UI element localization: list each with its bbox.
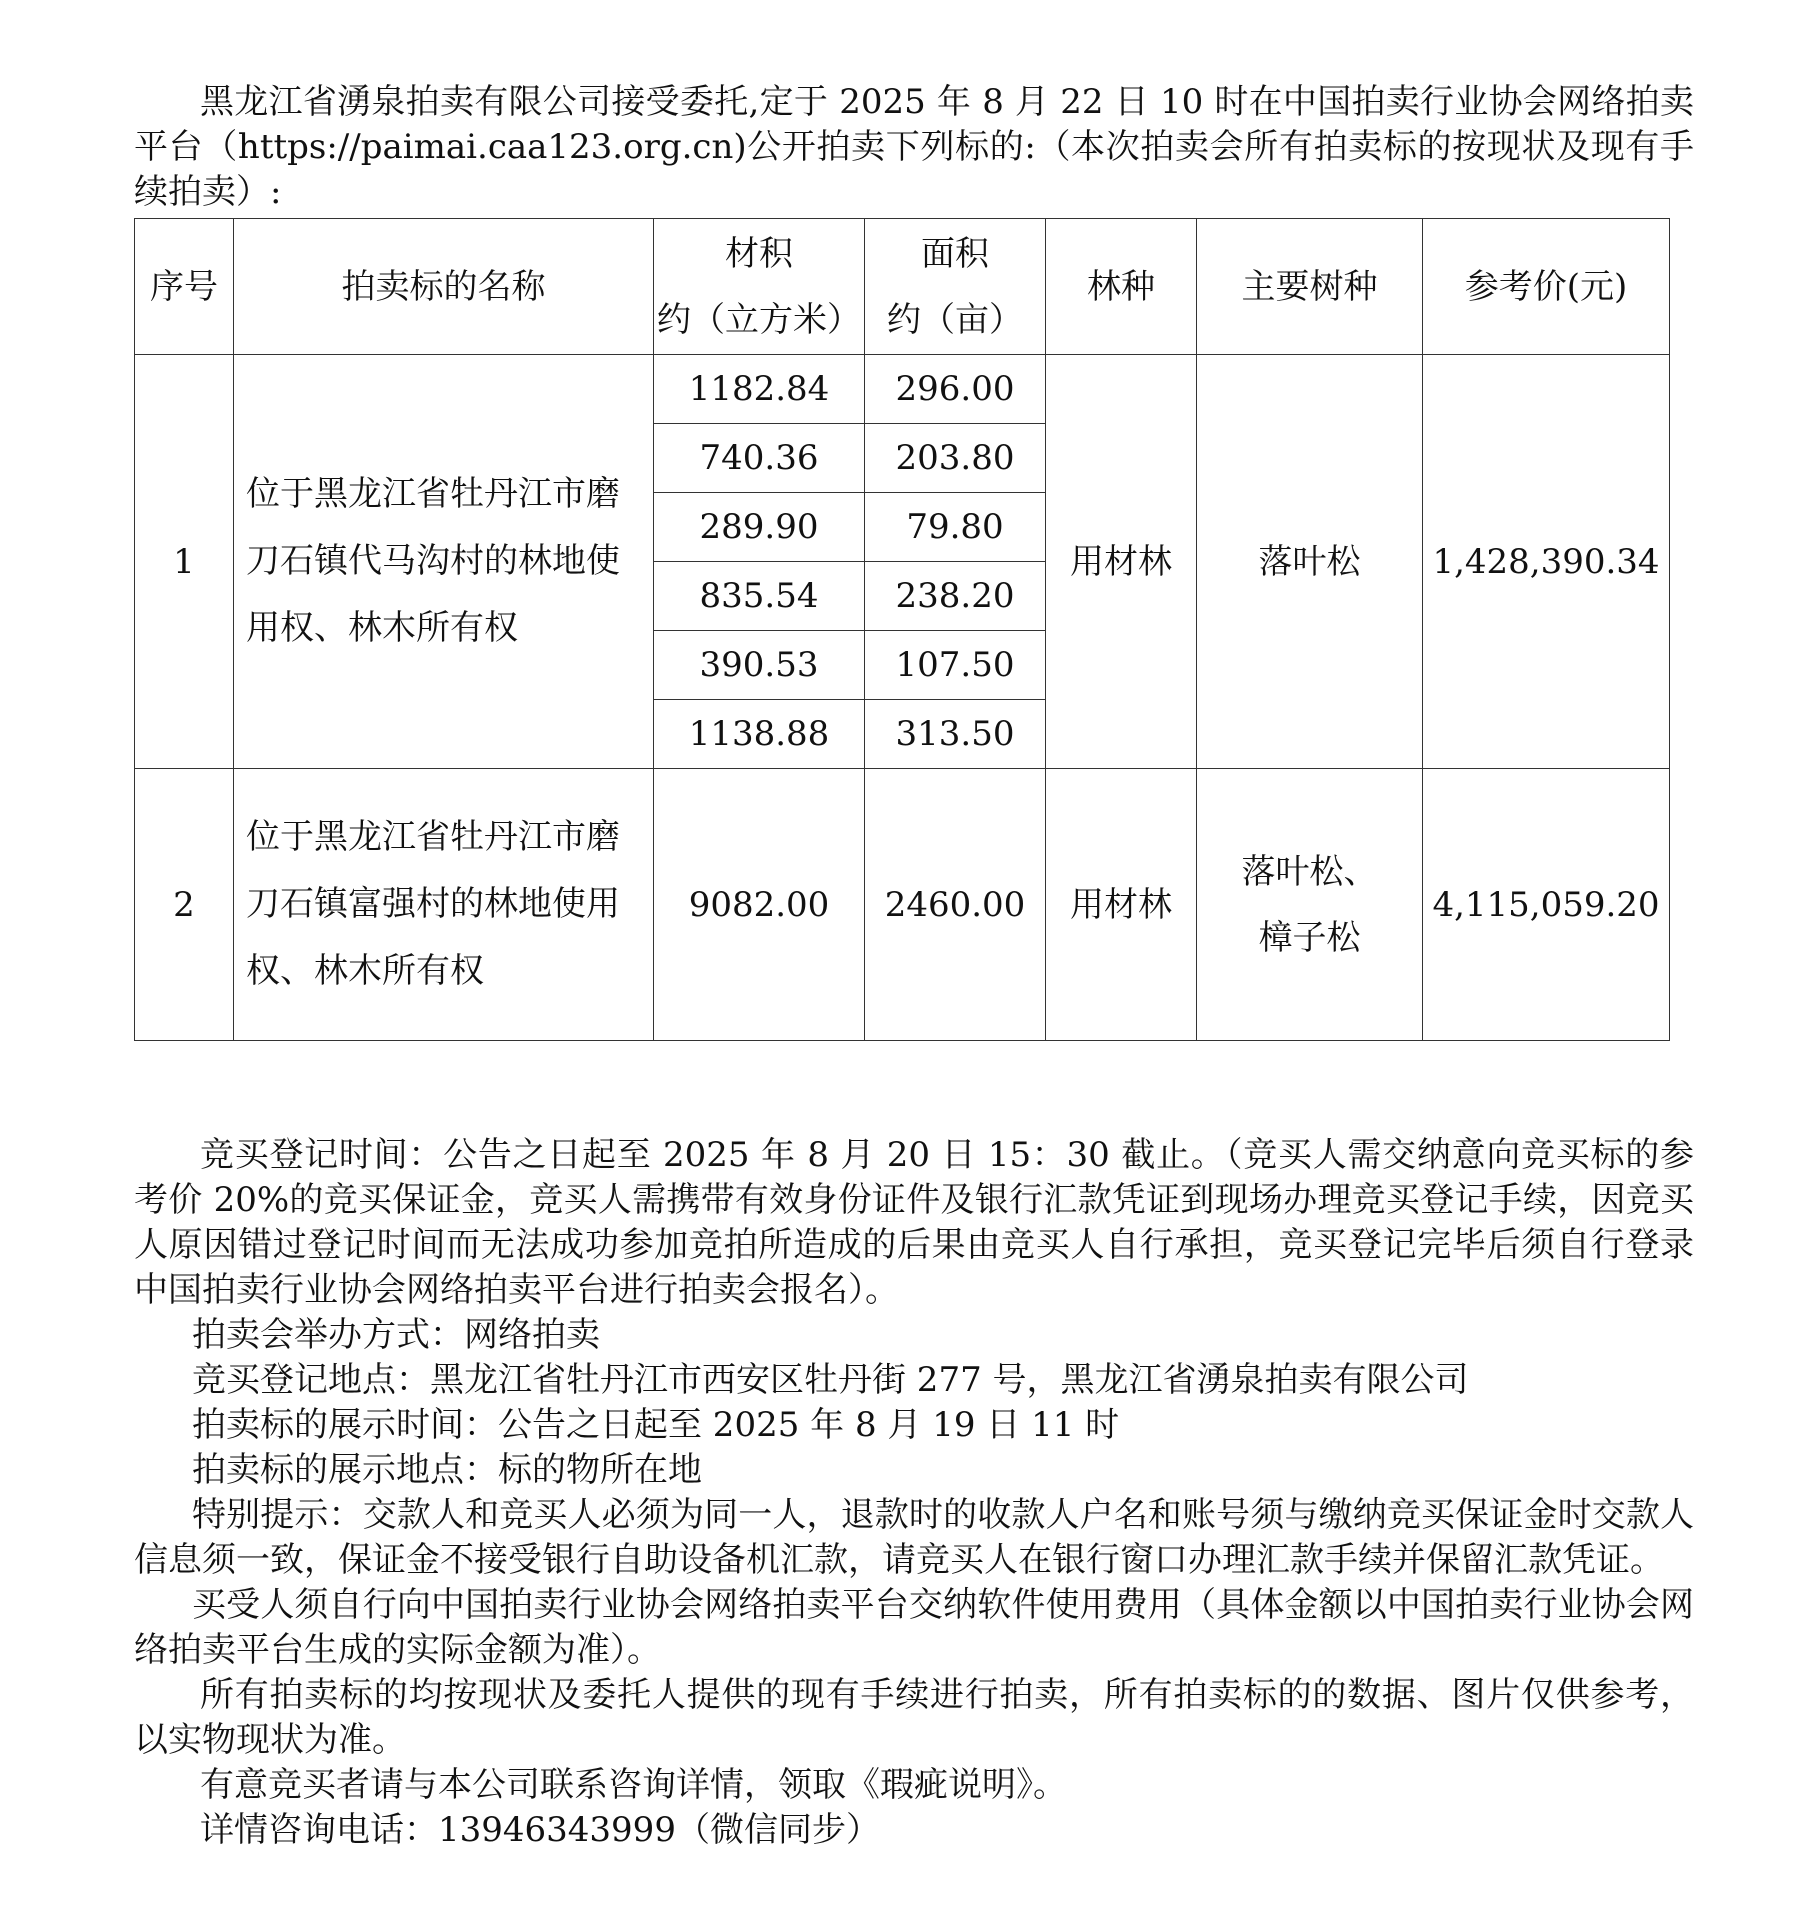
lot2-area: 2460.00 (865, 769, 1046, 1041)
lot1-forest-type: 用材林 (1046, 355, 1197, 769)
lot2-name: 位于黑龙江省牡丹江市磨刀石镇富强村的林地使用权、林木所有权 (234, 769, 654, 1041)
lot2-seq: 2 (135, 769, 234, 1041)
lot1-area: 107.50 (865, 631, 1046, 700)
lot2-forest-type: 用材林 (1046, 769, 1197, 1041)
display-location: 拍卖标的展示地点：标的物所在地 (192, 1450, 702, 1490)
intro-paragraph: 黑龙江省湧泉拍卖有限公司接受委托,定于 2025 年 8 月 22 日 10 时在中国拍卖行业协会网络拍卖平台（https://paimai.caa123.org.cn)公开拍卖下列标的:（本次拍卖会所有拍卖标的按现状及现有手续拍卖）: (134, 82, 1694, 212)
lot2-species-line2: 樟子松 (1258, 917, 1361, 958)
header-volume-bottom: 约（立方米） (657, 299, 861, 340)
lot1-area: 238.20 (865, 562, 1046, 631)
lot1-area: 313.50 (865, 700, 1046, 769)
lot1-seq: 1 (135, 355, 234, 769)
lot1-area: 296.00 (865, 355, 1046, 424)
header-area-top: 面积 (921, 233, 989, 274)
header-volume (654, 219, 865, 355)
lot1-price: 1,428,390.34 (1423, 355, 1670, 769)
header-price: 参考价(元) (1423, 219, 1670, 355)
buyer-fee-paragraph: 买受人须自行向中国拍卖行业协会网络拍卖平台交纳软件使用费用（具体金额以中国拍卖行业协会网络拍卖平台生成的实际金额为准）。 (134, 1585, 1694, 1670)
lot1-volume: 390.53 (654, 631, 865, 700)
contact-phone: 详情咨询电话：13946343999（微信同步） (200, 1810, 880, 1850)
table-row (135, 355, 1670, 424)
special-note: 特别提示：交款人和竞买人必须为同一人，退款时的收款人户名和账号须与缴纳竞买保证金时交款人信息须一致，保证金不接受银行自助设备机汇款，请竞买人在银行窗口办理汇款手续并保留汇款凭证。 (134, 1495, 1694, 1580)
header-area-bottom: 约（亩） (887, 299, 1023, 340)
lot1-volume: 740.36 (654, 424, 865, 493)
lot1-volume: 1138.88 (654, 700, 865, 769)
lot1-volume: 835.54 (654, 562, 865, 631)
auction-method: 拍卖会举办方式：网络拍卖 (192, 1315, 600, 1355)
table-row (135, 769, 1670, 1041)
table-header-row (135, 219, 1670, 355)
contact-invite: 有意竞买者请与本公司联系咨询详情，领取《瑕疵说明》。 (200, 1765, 1067, 1805)
header-name: 拍卖标的名称 (234, 219, 654, 355)
header-area (865, 219, 1046, 355)
registration-paragraph: 竞买登记时间：公告之日起至 2025 年 8 月 20 日 15：30 截止。（竞买人需交纳意向竞买标的参考价 20%的竞买保证金，竞买人需携带有效身份证件及银行汇款凭证到现场办理竞买登记手续，因竞买人原因错过登记时间而无法成功参加竞拍所造成的后果由竞买人自行承担，竞买登记完毕后须自行登录中国拍卖行业协会网络拍卖平台进行拍卖会报名）。 (134, 1135, 1694, 1310)
display-time: 拍卖标的展示时间：公告之日起至 2025 年 8 月 19 日 11 时 (192, 1405, 1120, 1445)
lot1-volume: 289.90 (654, 493, 865, 562)
lot2-species (1197, 769, 1423, 1041)
lot1-species: 落叶松 (1197, 355, 1423, 769)
lot2-volume: 9082.00 (654, 769, 865, 1041)
header-volume-top: 材积 (725, 233, 793, 274)
lot1-volume: 1182.84 (654, 355, 865, 424)
lot1-area: 203.80 (865, 424, 1046, 493)
header-forest-type: 林种 (1046, 219, 1197, 355)
lot1-area: 79.80 (865, 493, 1046, 562)
header-species: 主要树种 (1197, 219, 1423, 355)
as-is-paragraph: 所有拍卖标的均按现状及委托人提供的现有手续进行拍卖，所有拍卖标的的数据、图片仅供参考，以实物现状为准。 (134, 1675, 1694, 1760)
lot2-price: 4,115,059.20 (1423, 769, 1670, 1041)
header-seq: 序号 (135, 219, 234, 355)
lot1-name: 位于黑龙江省牡丹江市磨刀石镇代马沟村的林地使用权、林木所有权 (234, 355, 654, 769)
lot2-species-line1: 落叶松、 (1241, 851, 1378, 892)
registration-location: 竞买登记地点：黑龙江省牡丹江市西安区牡丹街 277 号，黑龙江省湧泉拍卖有限公司 (192, 1360, 1469, 1400)
lots-table (134, 218, 1670, 1041)
